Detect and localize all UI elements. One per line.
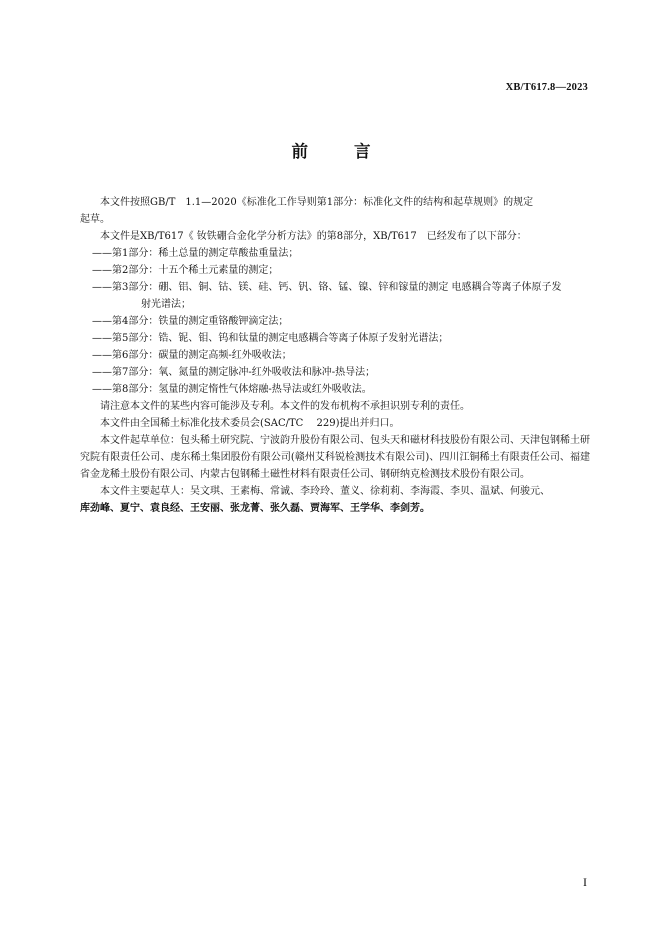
list-item-part-1: ——第1部分：稀土总量的测定草酸盐重量法； [92,248,299,259]
list-item-part-2: ——第2部分：十五个稀土元素量的测定； [92,265,279,276]
title-char-1: 前 [291,142,308,161]
paragraph-drafters-continued: 库劲峰、夏宁、袁良经、王安丽、张龙菁、张久磊、贾海军、王学华、李剑芳。 [80,503,430,514]
paragraph-drafters: 本文件主要起草人：吴文琪、王素梅、常诚、李玲玲、董义、徐莉莉、李海霞、李贝、温斌、何骏元、 [100,486,550,497]
document-body [80,194,590,517]
list-item-part-3: ——第3部分：硼、铝、铜、钴、镁、硅、钙、钒、铬、锰、镍、锌和镓量的测定 电感耦合等离子体原子发 [92,282,562,293]
list-item-part-5: ——第5部分：锆、铌、钼、钨和钛量的测定电感耦合等离子体原子发射光谱法； [92,333,449,344]
paragraph-parts-intro: 本文件是XB/T617《 钕铁硼合金化学分析方法》的第8部分，XB/T617 已经发布了以下部分： [100,231,527,242]
page-number: I [583,875,587,889]
list-item-part-7: ——第7部分：氧、氮量的测定脉冲-红外吸收法和脉冲-热导法； [92,367,376,378]
title-char-2: 言 [354,142,371,161]
paragraph-basis: 本文件按照GB/T 1.1—2020《标准化工作导则第1部分：标准化文件的结构和起草规则》的规定 [100,197,534,208]
standard-code: XB/T617.8—2023 [505,82,588,93]
paragraph-drafting-units: 本文件起草单位：包头稀土研究院、宁波韵升股份有限公司、包头天和磁材科技股份有限公司、天津包钢稀土研究院有限责任公司、虔东稀土集团股份有限公司(赣州艾科锐检测技术有限公司)、四川江铜稀土有限责任公司、福建省金龙稀土股份有限公司、内蒙古包钢稀土磁性材料有限责任公司、钢研纳克检测技术股份有限公司。 [80,435,590,480]
list-item-part-8: ——第8部分：氢量的测定惰性气体熔融-热导法或红外吸收法。 [92,384,372,395]
paragraph-proposer: 本文件由全国稀土标准化技术委员会(SAC/TC 229)提出并归口。 [100,418,400,429]
paragraph-patent-notice: 请注意本文件的某些内容可能涉及专利。本文件的发布机构不承担识别专利的责任。 [100,401,470,412]
list-item-part-4: ——第4部分：铁量的测定重铬酸钾滴定法； [92,316,289,327]
list-item-part-3-continued: 射光谱法； [141,299,191,310]
page-title [0,138,662,162]
list-item-part-6: ——第6部分：碳量的测定高频-红外吸收法； [92,350,292,361]
paragraph-basis-continued: 起草。 [80,214,110,225]
